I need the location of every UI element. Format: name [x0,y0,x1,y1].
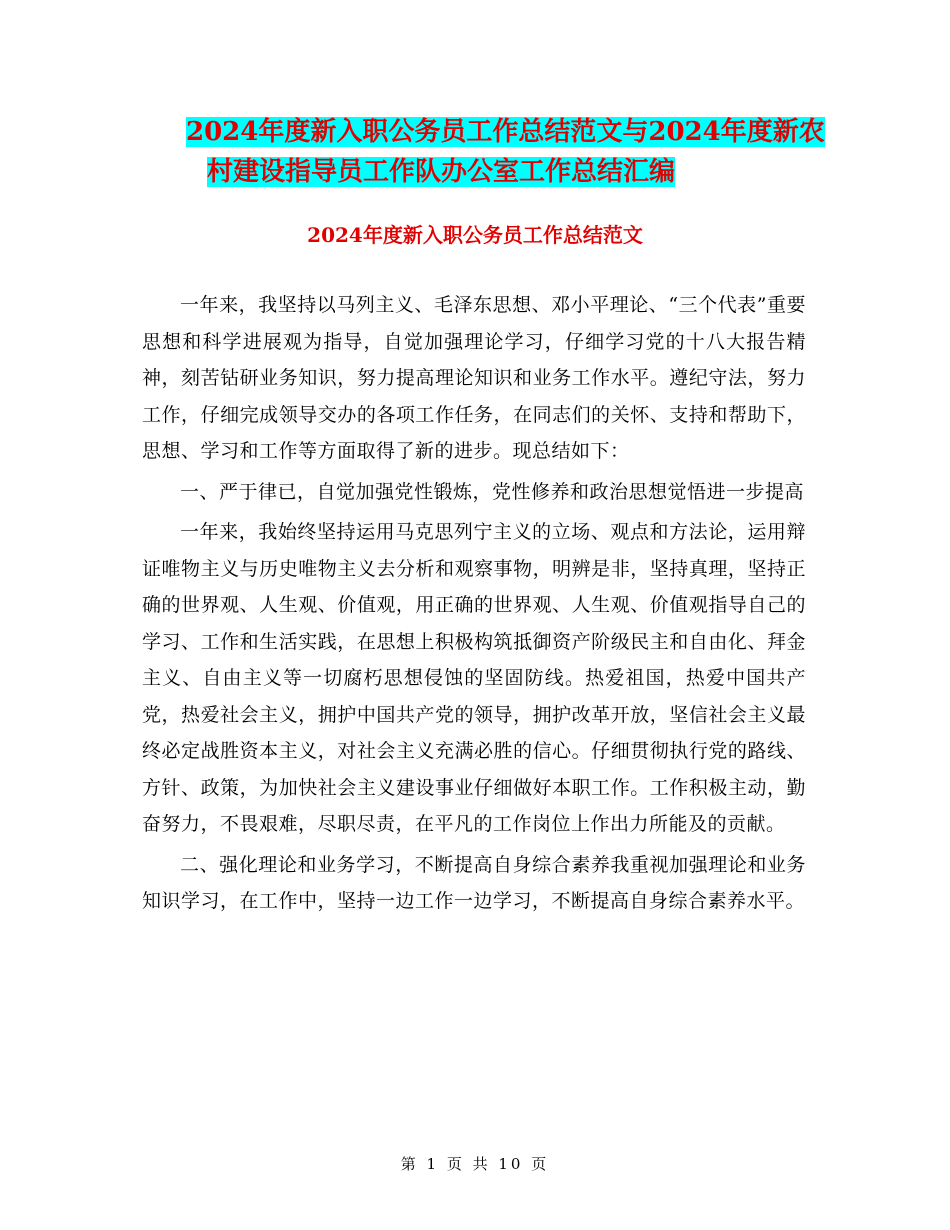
document-title [130,112,830,192]
document-title-line-1: 2024年度新入职公务员工作总结范文与2024年度新农 [186,117,825,147]
paragraph-heading-1: 一、严于律已，自觉加强党性锻炼，党性修养和政治思想觉悟进一步提高 [180,480,805,503]
document-title-line-2: 村建设指导员工作队办公室工作总结汇编 [207,157,676,187]
paragraph-body-1: 一年来，我始终坚持运用马克思列宁主义的立场、观点和方法论，运用辩证唯物主义与历史唯物主义去分析和观察事物，明辨是非，坚持真理，坚持正确的世界观、人生观、价值观，用正确的世界观、人生观、价值观指导自己的学习、工作和生活实践，在思想上积极构筑抵御资产阶级民主和自由化、拜金主义、自由主义等一切腐朽思想侵蚀的坚固防线。热爱祖国，热爱中国共产党，热爱社会主义，拥护中国共产党的领导，拥护改革开放，坚信社会主义最终必定战胜资本主义，对社会主义充满必胜的信心。仔细贯彻执行党的路线、方针、政策，为加快社会主义建设事业仔细做好本职工作。工作积极主动，勤奋努力，不畏艰难，尽职尽责，在平凡的工作岗位上作出力所能及的贡献。 [142,521,806,835]
paragraph-intro: 一年来，我坚持以马列主义、毛泽东思想、邓小平理论、“三个代表”重要思想和科学进展观为指导，自觉加强理论学习，仔细学习党的十八大报告精神，刻苦钻研业务知识，努力提高理论知识和业务工作水平。遵纪守法，努力工作，仔细完成领导交办的各项工作任务，在同志们的关怀、支持和帮助下，思想、学习和工作等方面取得了新的进步。现总结如下： [142,294,806,462]
paragraph-heading-2: 二、强化理论和业务学习，不断提高自身综合素养我重视加强理论和业务知识学习，在工作中，坚持一边工作一边学习，不断提高自身综合素养水平。 [142,853,806,912]
document-body [142,287,806,924]
section-title: 2024年度新入职公务员工作总结范文 [307,223,643,247]
page-footer: 第 1 页 共 10 页 [400,1155,550,1173]
